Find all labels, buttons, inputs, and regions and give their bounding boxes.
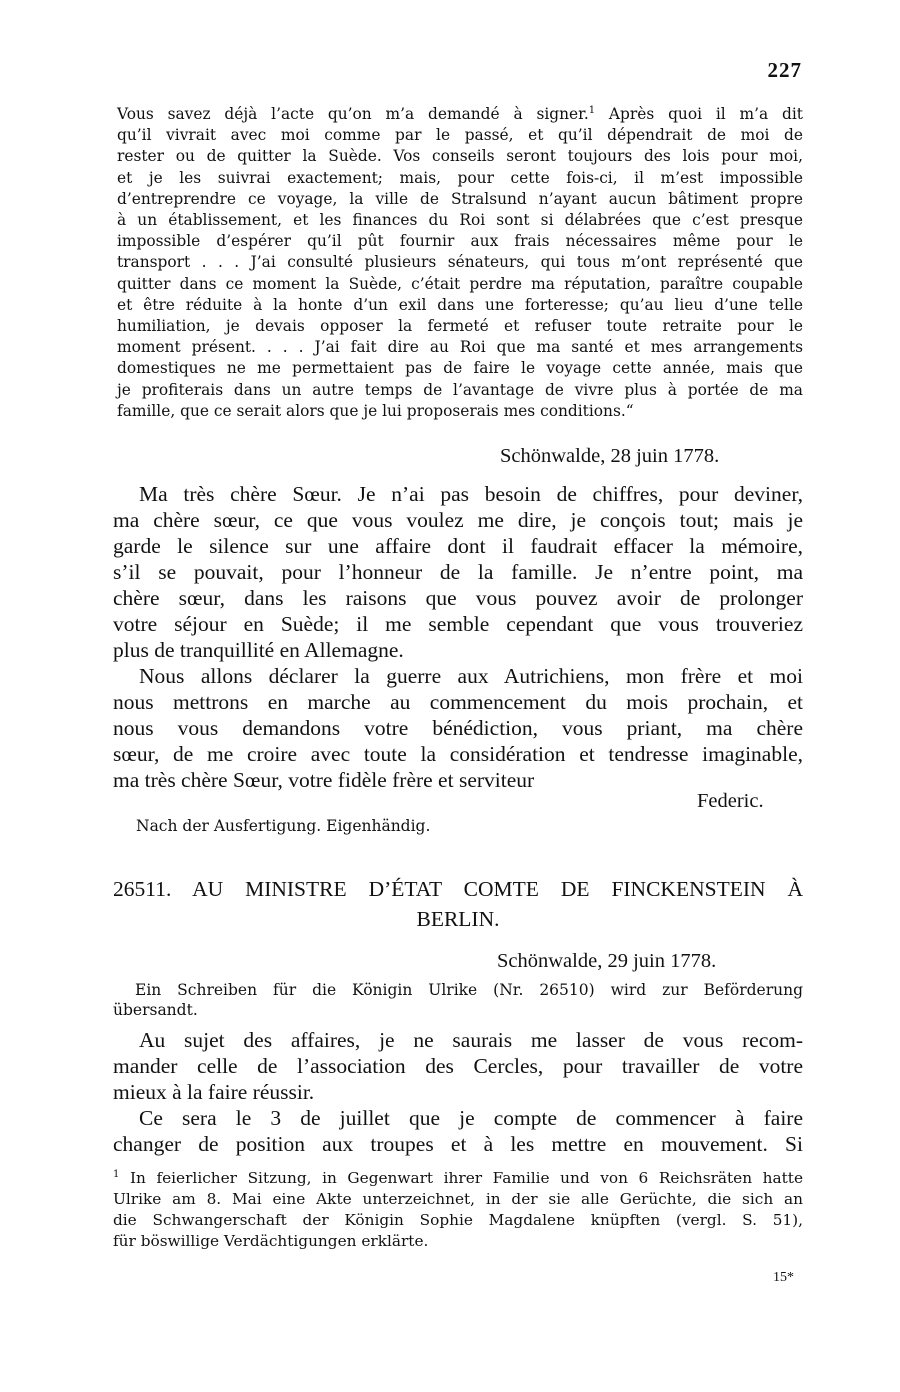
source-note: Nach der Ausfertigung. Eigenhändig. bbox=[136, 817, 431, 835]
letter-line: sœur, de me croire avec toute la considération et tendresse imaginable, bbox=[113, 742, 803, 766]
quoted-letter-excerpt bbox=[117, 104, 803, 422]
heading-line: BERLIN. bbox=[416, 907, 500, 931]
footnote-line: $^1$ In feierlicher Sitzung, in Gegenwart ihrer Familie und von 6 Reichsräten hatte bbox=[113, 1168, 803, 1187]
quote-line: rester ou de quitter la Suède. Vos conseils seront toujours des lois pour moi, bbox=[117, 147, 803, 166]
quote-line: à un établissement, et les finances du Roi sont si délabrées que c’est presque bbox=[117, 211, 803, 230]
quote-line: je profiterais dans un autre temps de l’avantage de vivre plus à portée de ma bbox=[117, 380, 803, 399]
footnote-number: 1 bbox=[113, 1168, 120, 1180]
quote-line: et être réduite à la honte d’un exil dans une forteresse; qu’au lieu d’une telle bbox=[117, 295, 803, 314]
letter-line: Nous allons déclarer la guerre aux Autrichiens, mon frère et moi bbox=[139, 664, 803, 688]
quote-line: quitter dans ce moment la Suède, c’était perdre ma réputation, paraître coupable bbox=[117, 274, 803, 293]
letter-line: votre séjour en Suède; il me semble cependant que vous trouveriez bbox=[113, 612, 803, 636]
summary-line: Ein Schreiben für die Königin Ulrike (Nr. 26510) wird zur Beförderung bbox=[135, 981, 803, 999]
editorial-summary bbox=[113, 980, 803, 1020]
quote-line: humiliation, je devais opposer la fermeté et refuser toute retraite pour le bbox=[117, 317, 803, 336]
footnote-line: für böswillige Verdächtigungen erklärte. bbox=[113, 1232, 429, 1250]
quote-line: et je les suivrai exactement; mais, pour cette fois-ci, il m’est impossible bbox=[117, 168, 803, 187]
signature: Federic. bbox=[697, 790, 764, 812]
letter-line: nous vous demandons votre bénédiction, vous priant, ma chère bbox=[113, 716, 803, 740]
letter-line: garde le silence sur une affaire dont il faudrait effacer la mémoire, bbox=[113, 534, 803, 558]
letter-body bbox=[113, 481, 803, 793]
quote-line: impossible d’espérer qu’il pût fournir aux frais nécessaires même pour le bbox=[117, 232, 803, 251]
letter-line: s’il se pouvait, pour l’honneur de la famille. Je n’entre point, ma bbox=[113, 560, 803, 584]
letter-line: chère sœur, dans les raisons que vous pouvez avoir de prolonger bbox=[113, 586, 803, 610]
letter-line: plus de tranquillité en Allemagne. bbox=[113, 638, 404, 662]
quote-line: Vous savez déjà l’acte qu’on m’a demandé à signer.$^1$ Après quoi il m’a dit bbox=[117, 104, 803, 123]
dateline: Schönwalde, 29 juin 1778. bbox=[497, 950, 717, 972]
footnote-line: Ulrike am 8. Mai eine Akte unterzeichnet, in der sie alle Gerüchte, die sich an bbox=[113, 1190, 803, 1208]
letter-line: Ma très chère Sœur. Je n’ai pas besoin de chiffres, pour deviner, bbox=[139, 482, 803, 506]
summary-line: übersandt. bbox=[113, 1001, 198, 1019]
quote-line: famille, que ce serait alors que je lui proposerais mes conditions.“ bbox=[117, 401, 634, 420]
heading-line: 26511. AU MINISTRE D’ÉTAT COMTE DE FINCKENSTEIN À bbox=[113, 877, 803, 901]
letter-line: ma chère sœur, ce que vous voulez me dire, je conçois tout; mais je bbox=[113, 508, 803, 532]
quote-line: qu’il vivrait avec moi comme par le passé, et qu’il dépendrait de moi de bbox=[117, 126, 803, 145]
letter-line: mander celle de l’association des Cercles, pour travailler de votre bbox=[113, 1054, 803, 1078]
quote-line: domestiques ne me permettaient pas de faire le voyage cette année, mais que bbox=[117, 359, 803, 378]
dateline: Schönwalde, 28 juin 1778. bbox=[500, 445, 720, 467]
page-number: 227 bbox=[767, 58, 802, 82]
letter-line: Ce sera le 3 de juillet que je compte de commencer à faire bbox=[139, 1106, 803, 1130]
letter-line: mieux à la faire réussir. bbox=[113, 1080, 315, 1104]
letter-line: changer de position aux troupes et à les mettre en mouvement. Si bbox=[113, 1132, 803, 1156]
footnote-reference[interactable]: 1 bbox=[588, 104, 596, 116]
quote-line: d’entreprendre ce voyage, la ville de Stralsund n’ayant aucun bâtiment propre bbox=[117, 189, 803, 208]
letter-line: ma très chère Sœur, votre fidèle frère et serviteur bbox=[113, 768, 535, 792]
letter-line: Au sujet des affaires, je ne saurais me lasser de vous recom- bbox=[139, 1028, 803, 1052]
printer-signature-mark: 15* bbox=[773, 1270, 794, 1285]
quote-line: transport . . . J’ai consulté plusieurs sénateurs, qui tous m’ont représenté que bbox=[117, 253, 803, 272]
letter-line: nous mettrons en marche au commencement du mois prochain, et bbox=[113, 690, 803, 714]
footnote-line: die Schwangerschaft der Königin Sophie Magdalene knüpften (vergl. S. 51), bbox=[113, 1211, 803, 1229]
quote-line: moment présent. . . . J’ai fait dire au Roi que ma santé et mes arrangements bbox=[117, 338, 803, 357]
footnotes bbox=[113, 1168, 803, 1252]
letter-body bbox=[113, 1027, 803, 1157]
document-heading bbox=[113, 874, 803, 934]
